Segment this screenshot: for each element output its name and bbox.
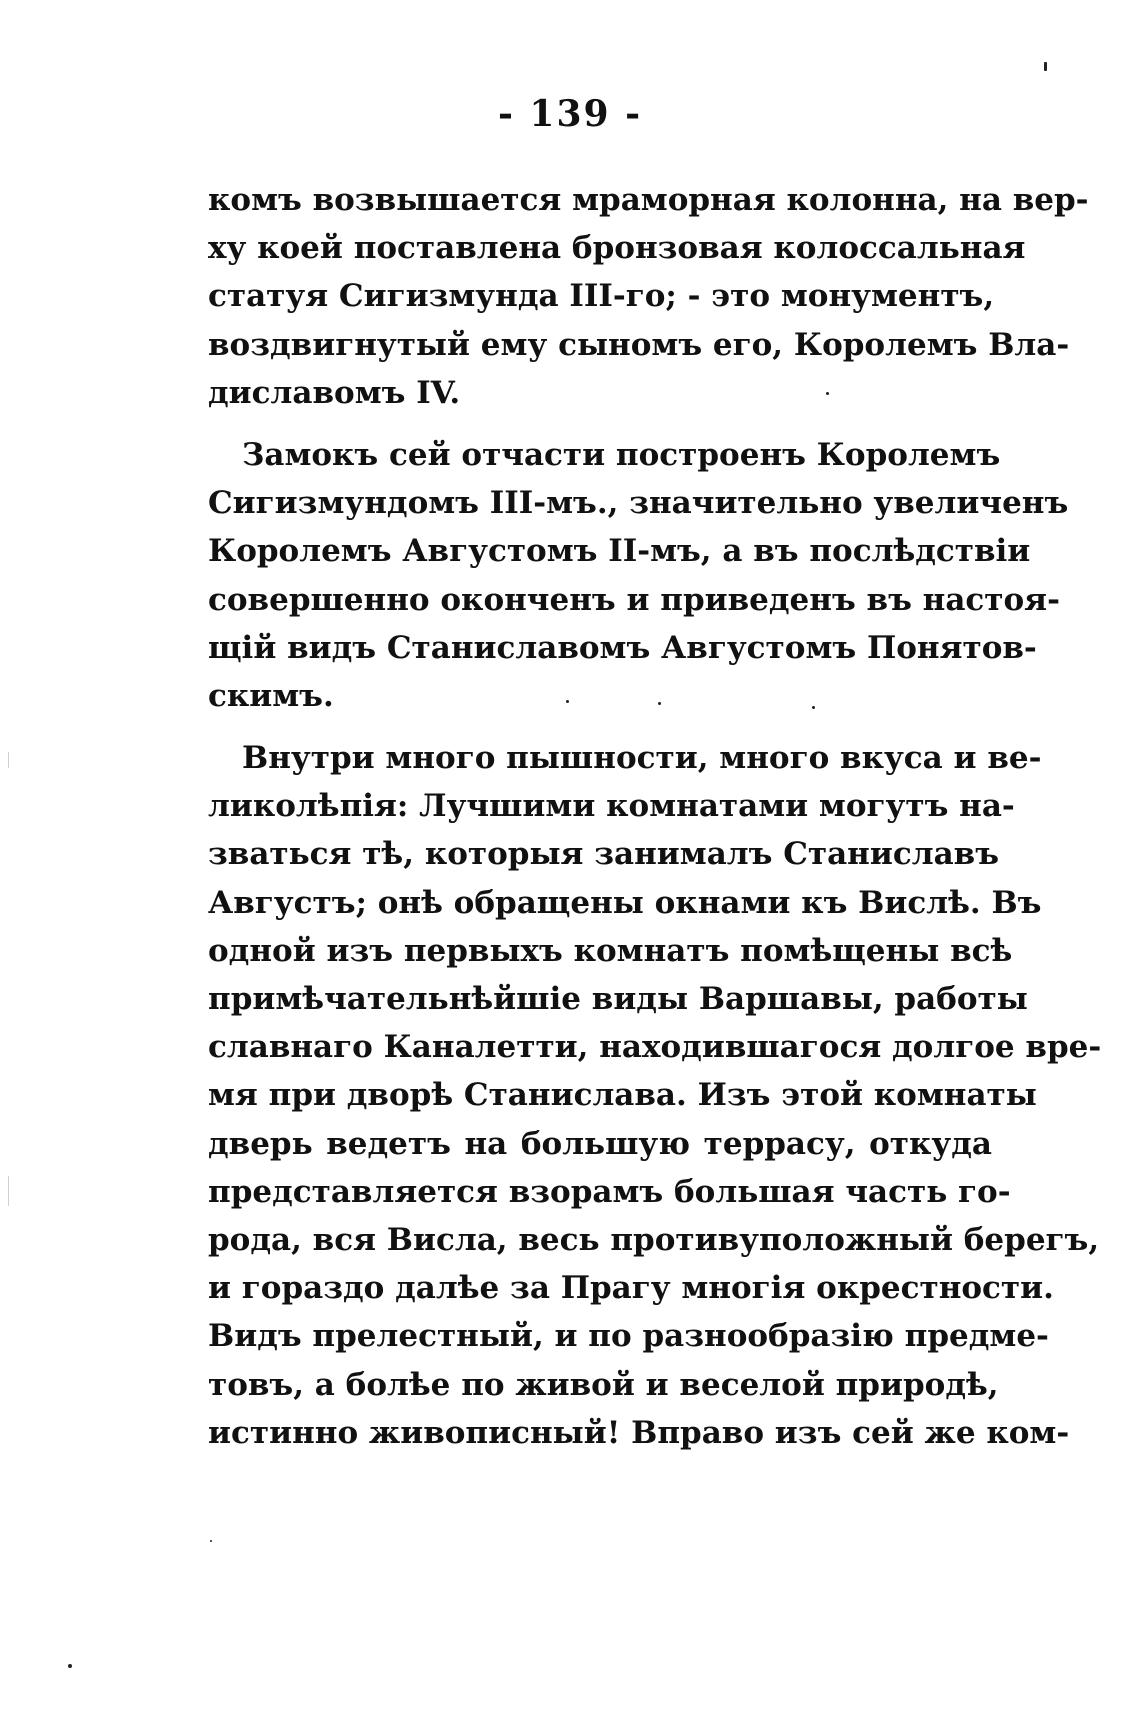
paragraph-2 <box>208 431 1069 720</box>
text-line: совершенно оконченъ и приведенъ въ настоя- <box>208 581 1060 618</box>
text-line: скимъ. <box>208 677 334 714</box>
scan-edge-mark <box>8 1176 9 1206</box>
text-line: мя при дворѣ Станислава. Изъ этой комнаты <box>208 1077 1037 1114</box>
text-line: комъ возвышается мраморная колонна, на вер- <box>208 182 1089 218</box>
scan-speck <box>68 1664 72 1668</box>
text-line: Видъ прелестный, и по разнообразію предме- <box>208 1318 1049 1355</box>
scan-speck <box>566 700 569 703</box>
text-line: статуя Сигизмунда III-го; - это монументъ, <box>208 278 995 315</box>
scan-speck <box>210 1540 212 1542</box>
text-line: товъ, а болѣе по живой и веселой природѣ, <box>208 1366 999 1403</box>
text-line: Внутри много пышности, много вкуса и ве- <box>242 740 1042 777</box>
text-line: воздвигнутый ему сыномъ его, Королемъ Вла- <box>208 326 1070 363</box>
text-line: Августъ; онѣ обращены окнами къ Вислѣ. Въ <box>208 884 1042 921</box>
text-line: истинно живописный! Вправо изъ сей же ком- <box>208 1414 1070 1451</box>
text-line: зваться тѣ, которыя занималъ Станиславъ <box>208 836 999 873</box>
text-line: Замокъ сей отчасти построенъ Королемъ <box>242 436 1001 473</box>
page-number: - 139 - <box>497 93 643 135</box>
text-line: Королемъ Августомъ II-мъ, а въ послѣдствіи <box>208 533 1031 570</box>
text-line: представляется взорамъ большая часть го- <box>208 1173 1011 1210</box>
text-line: примѣчательнѣйшіе виды Варшавы, работы <box>208 981 1028 1017</box>
scan-edge-mark <box>8 752 9 768</box>
text-line: Сигизмундомъ III-мъ., значительно увеличенъ <box>208 485 1069 522</box>
text-line: диславомъ IV. <box>208 374 461 411</box>
scan-speck <box>812 706 815 709</box>
text-line: славнаго Каналетти, находившагося долгое вре- <box>208 1029 1102 1066</box>
text-line: рода, вся Висла, весь противуположный берегъ, <box>208 1221 1100 1258</box>
body-text <box>208 176 1102 1457</box>
paragraph-3 <box>208 734 1102 1457</box>
text-line: ху коей поставлена бронзовая колоссальная <box>208 230 1026 267</box>
scan-speck <box>826 392 829 395</box>
text-line: одной изъ первыхъ комнатъ помѣщены всѣ <box>208 932 1013 969</box>
scan-speck <box>1044 62 1047 71</box>
text-line: ликолѣпія: Лучшими комнатами могутъ на- <box>208 788 1015 825</box>
text-line: щій видъ Станиславомъ Августомъ Понятов- <box>208 629 1037 666</box>
text-line: и гораздо далѣе за Прагу многія окрестности. <box>208 1270 1054 1307</box>
text-line: дверь ведетъ на большую террасу, откуда <box>208 1125 992 1162</box>
paragraph-1 <box>208 176 1089 417</box>
scan-speck <box>658 702 661 705</box>
